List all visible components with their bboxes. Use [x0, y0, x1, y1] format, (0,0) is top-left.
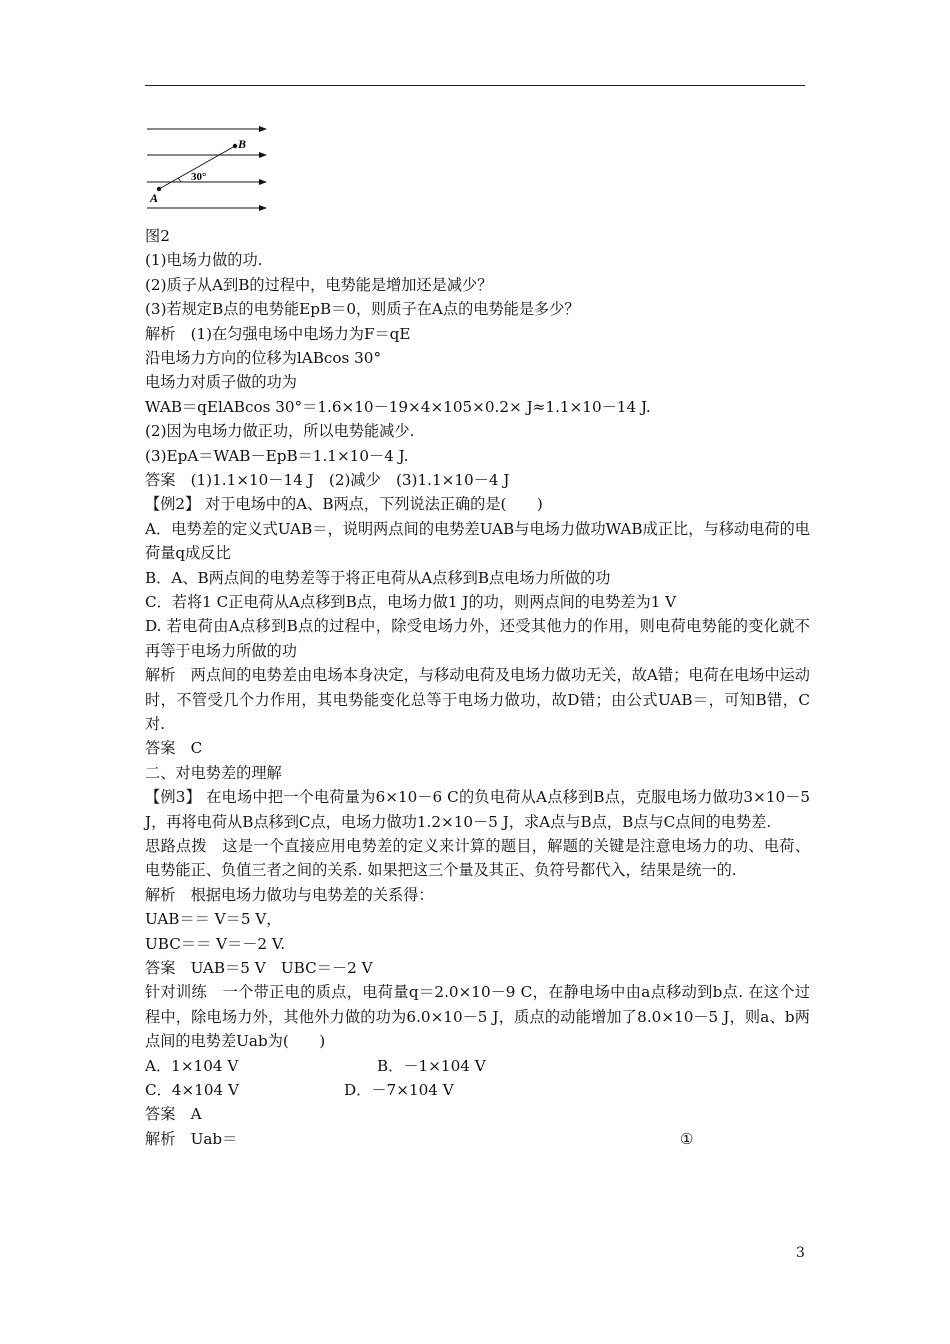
- example-3-formula-ubc: UBC＝＝ V＝－2 V.: [145, 934, 286, 953]
- training-option-d: D．－7×104 V: [344, 1080, 454, 1099]
- training-options-row-2: [145, 1078, 810, 1102]
- example-2-answer: 答案 C: [145, 739, 203, 758]
- example-2-option-b: B．A、B两点间的电势差等于将正电荷从A点移到B点电场力所做的功: [145, 568, 611, 587]
- example-2-option-c: C．若将1 C正电荷从A点移到B点，电场力做1 J的功，则两点间的电势差为1 V: [145, 592, 677, 611]
- field-diagram: [145, 118, 275, 216]
- example-3-hint: 思路点拨 这是一个直接应用电势差的定义来计算的题目，解题的关键是注意电场力的功、电荷、电势能正、负值三者之间的关系. 如果把这三个量及其正、负符号都代入，结果是统一的.: [145, 836, 810, 880]
- figure-caption: 图2: [145, 227, 170, 245]
- solution-line: 解析 (1)在匀强电场中电场力为F＝qE: [145, 324, 411, 343]
- answer-line: 答案 (1)1.1×10－14 J (2)减少 (3)1.1×10－4 J: [145, 470, 510, 489]
- training-solution-row: [145, 1127, 810, 1151]
- label-a: A: [150, 191, 159, 205]
- page-number: 3: [796, 1245, 805, 1261]
- example-3-solution: 解析 根据电场力做功与电势差的关系得：: [145, 885, 434, 904]
- example-2-solution: 解析 两点间的电势差由电场本身决定，与移动电荷及电场力做功无关，故A错；电荷在电场中运动时，不管受几个力作用，其电势能变化总等于电场力做功，故D错；由公式UAB＝，可知B错，C对.: [145, 666, 810, 733]
- question-1: (1)电场力做的功.: [145, 251, 263, 270]
- training-option-a: A．1×104 V: [145, 1056, 239, 1075]
- training-question: 针对训练 一个带正电的质点，电荷量q＝2.0×10－9 C，在静电场中由a点移动到b点. 在这个过程中，除电场力外，其他外力做的功为6.0×10－5 J，质点的动能增加了8.0×10－5 J，则a、b两点间的电势差Uab为( ): [145, 983, 810, 1051]
- example-2-option-a: A．电势差的定义式UAB＝，说明两点间的电势差UAB与电场力做功WAB成正比，与移动电荷的电荷量q成反比: [145, 519, 810, 563]
- question-3: (3)若规定B点的电势能EpB＝0，则质子在A点的电势能是多少？: [145, 300, 580, 319]
- point-b: [233, 144, 237, 148]
- training-options-row-1: [145, 1054, 810, 1078]
- solution-line: 电场力对质子做的功为: [145, 373, 297, 392]
- question-2: (2)质子从A到B的过程中，电势能是增加还是减少？: [145, 275, 493, 294]
- label-angle: 30°: [191, 171, 207, 183]
- example-3-title: 【例3】 在电场中把一个电荷量为6×10－6 C的负电荷从A点移到B点，克服电场力做功3×10－5 J，再将电荷从B点移到C点，电场力做功1.2×10－5 J，求A点与B点，B点与C点间的电势差.: [145, 788, 810, 831]
- page-content: [145, 224, 810, 1151]
- example-3-answer: 答案 UAB＝5 V UBC＝－2 V: [145, 958, 373, 977]
- header-rule: [145, 85, 805, 86]
- example-2-option-d: D. 若电荷由A点移到B点的过程中，除受电场力外，还受其他力的作用，则电荷电势能的变化就不再等于电场力所做的功: [145, 617, 810, 660]
- circled-number: ①: [680, 1129, 694, 1148]
- solution-line: (3)EpA＝WAB－EpB＝1.1×10－4 J.: [145, 446, 409, 465]
- solution-line: 沿电场力方向的位移为lABcos 30°: [145, 348, 382, 367]
- section-heading: 二、对电势差的理解: [145, 763, 282, 782]
- example-3-formula-uab: UAB＝＝ V＝5 V，: [145, 910, 282, 929]
- solution-line: (2)因为电场力做正功，所以电势能减少.: [145, 422, 415, 441]
- training-answer: 答案 A: [145, 1105, 202, 1124]
- angle-arc: [178, 178, 181, 182]
- training-option-c: C．4×104 V: [145, 1080, 239, 1099]
- solution-line: WAB＝qElABcos 30°＝1.6×10－19×4×105×0.2× J≈1.1×10－14 J.: [145, 397, 651, 416]
- label-b: B: [238, 137, 247, 151]
- training-option-b: B．－1×104 V: [377, 1056, 486, 1075]
- training-solution: 解析 Uab＝: [145, 1129, 238, 1148]
- example-2-title: 【例2】 对于电场中的A、B两点，下列说法正确的是( ): [145, 495, 543, 514]
